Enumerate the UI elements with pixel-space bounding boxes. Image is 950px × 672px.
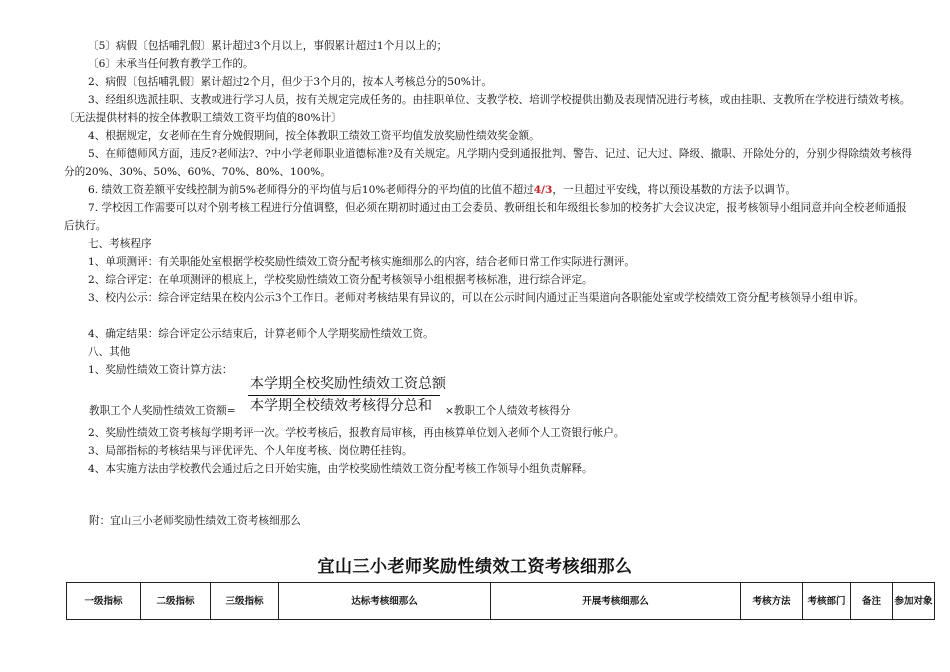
section-7-heading: 七、考核程序 <box>88 238 152 250</box>
formula-multiplier: ×教职工个人绩效考核得分 <box>445 405 571 417</box>
section-8-heading: 八、其他 <box>88 346 131 358</box>
table-title: 宜山三小老师奖励性绩效工资考核细那么 <box>317 557 633 577</box>
secondment-rule-3: 3、经组织选派挂职、支教或进行学习人员，按有关规定完成任务的。由挂职单位、支教学校、培训学校提供出勤及表现情况进行考核，或由挂职、支教所在学校进行绩效考核。〔无法提供材料的按全体教职工绩效工资平均值的80%计〕 <box>64 94 911 124</box>
assessment-table <box>66 582 935 620</box>
procedure-item-4: 4、确定结果：综合评定公示结束后，计算老师个人学期奖励性绩效工资。 <box>88 328 434 340</box>
formula-denominator: 本学期全校绩效考核得分总和 <box>250 398 432 414</box>
header-standard-criteria: 达标考核细那么 <box>279 583 491 620</box>
header-level-2-indicator: 二级指标 <box>141 583 211 620</box>
header-participants: 参加对象 <box>893 583 935 620</box>
fraction-bar <box>248 395 440 396</box>
table-header-row <box>67 583 935 620</box>
rule-6-text-after: ，一旦超过平安线，将以预设基数的方法予以调节。 <box>552 184 797 196</box>
procedure-item-2: 2、综合评定：在单项测评的根底上，学校奖励性绩效工资分配考核领导小组根据考核标准，进行综合评定。 <box>88 274 593 286</box>
procedure-item-3: 3、校内公示：综合评定结果在校内公示3个工作日。老师对考核结果有异议的，可以在公示时间内通过正当渠道向各职能处室或学校绩效工资分配考核领导小组申诉。 <box>88 292 865 304</box>
sick-leave-rule-2: 2、病假〔包括哺乳假〕累计超过2个月，但少于3个月的，按本人考核总分的50%计。 <box>88 76 492 88</box>
header-level-3-indicator: 三级指标 <box>211 583 279 620</box>
sick-leave-item-5: 〔5〕病假〔包括哺乳假〕累计超过3个月以上，事假累计超过1个月以上的； <box>88 40 448 52</box>
formula-left-side: 教职工个人奖励性绩效工资额= <box>89 405 236 417</box>
formula-numerator: 本学期全校奖励性绩效工资总额 <box>250 376 446 392</box>
ethics-rule-5: 5、在师德师风方面，违反?老师法?、?中小学老师职业道德标准?及有关规定。凡学期内受到通报批判、警告、记过、记大过、降级、撤职、开除处分的，分别少得除绩效考核得分的20%、30%、50%、60%、70%、80%、100%。 <box>64 148 912 178</box>
other-item-2: 2、奖励性绩效工资考核每学期考评一次。学校考核后，报教育局审核，再由核算单位划入老师个人工资银行帐户。 <box>88 427 625 439</box>
header-remarks: 备注 <box>851 583 893 620</box>
procedure-item-1: 1、单项测评：有关职能处室根据学校奖励性绩效工资分配考核实施细那么的内容，结合老师日常工作实际进行测评。 <box>88 256 636 268</box>
other-item-1: 1、奖励性绩效工资计算方法： <box>88 364 233 376</box>
no-teaching-item-6: 〔6〕未承当任何教育教学工作的。 <box>88 58 254 70</box>
salary-gap-rule-6 <box>64 181 916 199</box>
header-development-criteria: 开展考核细那么 <box>491 583 741 620</box>
other-item-4: 4、本实施方法由学校教代会通过后之日开始实施，由学校奖励性绩效工资分配考核工作领导小组负责解释。 <box>88 463 593 475</box>
adjustment-rule-7: 7. 学校因工作需要可以对个别考核工程进行分值调整，但必须在期初时通过由工会委员、教研组长和年级组长参加的校务扩大会议决定，报考核领导小组同意并向全校老师通报后执行。 <box>64 202 907 232</box>
header-level-1-indicator: 一级指标 <box>67 583 141 620</box>
maternity-rule-4: 4、根据规定，女老师在生育分娩假期间，按全体教职工绩效工资平均值发放奖励性绩效奖金额。 <box>88 130 540 142</box>
rule-6-text-before: 6. 绩效工资差额平安线控制为前5%老师得分的平均值与后10%老师得分的平均值的比值不超过 <box>88 184 534 196</box>
ratio-highlight: 4/3 <box>533 184 553 196</box>
attachment-note: 附：宜山三小老师奖励性绩效工资考核细那么 <box>89 515 301 527</box>
other-item-3: 3、局部指标的考核结果与评优评先、个人年度考核、岗位聘任挂钩。 <box>88 445 413 457</box>
header-assessment-department: 考核部门 <box>803 583 851 620</box>
header-assessment-method: 考核方法 <box>741 583 803 620</box>
